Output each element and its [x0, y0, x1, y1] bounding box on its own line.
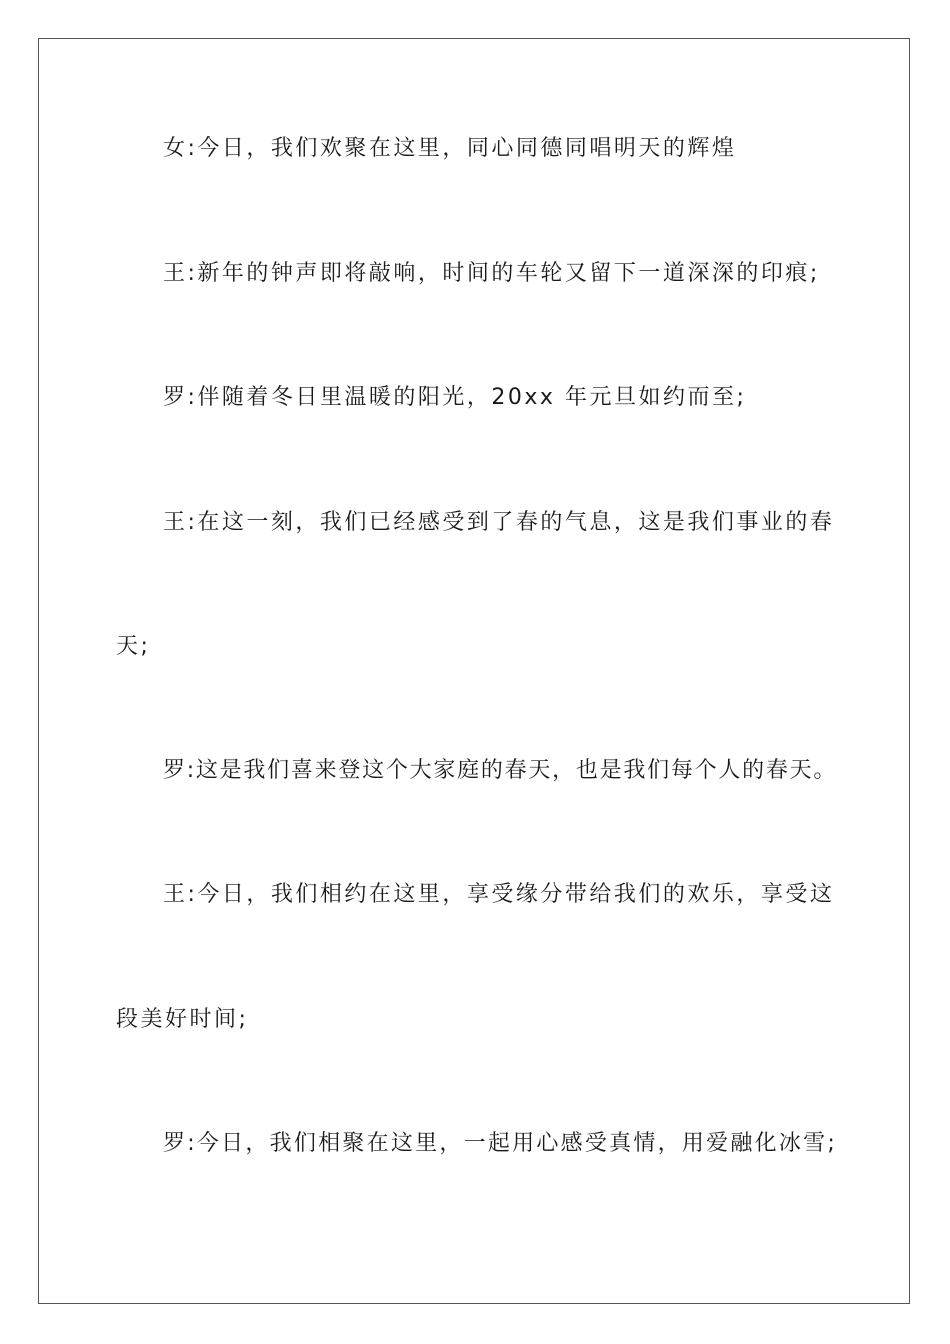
paragraph-line: 王:在这一刻，我们已经感受到了春的气息，这是我们事业的春 — [163, 510, 835, 535]
paragraph-line: 王:今日，我们相约在这里，享受缘分带给我们的欢乐，享受这 — [163, 882, 835, 907]
page-frame — [38, 38, 910, 1304]
paragraph-line: 女:今日，我们欢聚在这里，同心同德同唱明天的辉煌 — [163, 136, 737, 161]
paragraph-line: 罗:今日，我们相聚在这里，一起用心感受真情，用爱融化冰雪; — [163, 1131, 838, 1156]
paragraph-line: 段美好时间; — [116, 1007, 249, 1032]
paragraph-line: 天; — [116, 634, 151, 659]
paragraph-line: 罗:伴随着冬日里温暖的阳光，20xx 年元旦如约而至; — [163, 385, 747, 410]
paragraph-line: 王:新年的钟声即将敲响，时间的车轮又留下一道深深的印痕; — [163, 261, 820, 286]
paragraph-line: 罗:这是我们喜来登这个大家庭的春天，也是我们每个人的春天。 — [163, 758, 838, 783]
